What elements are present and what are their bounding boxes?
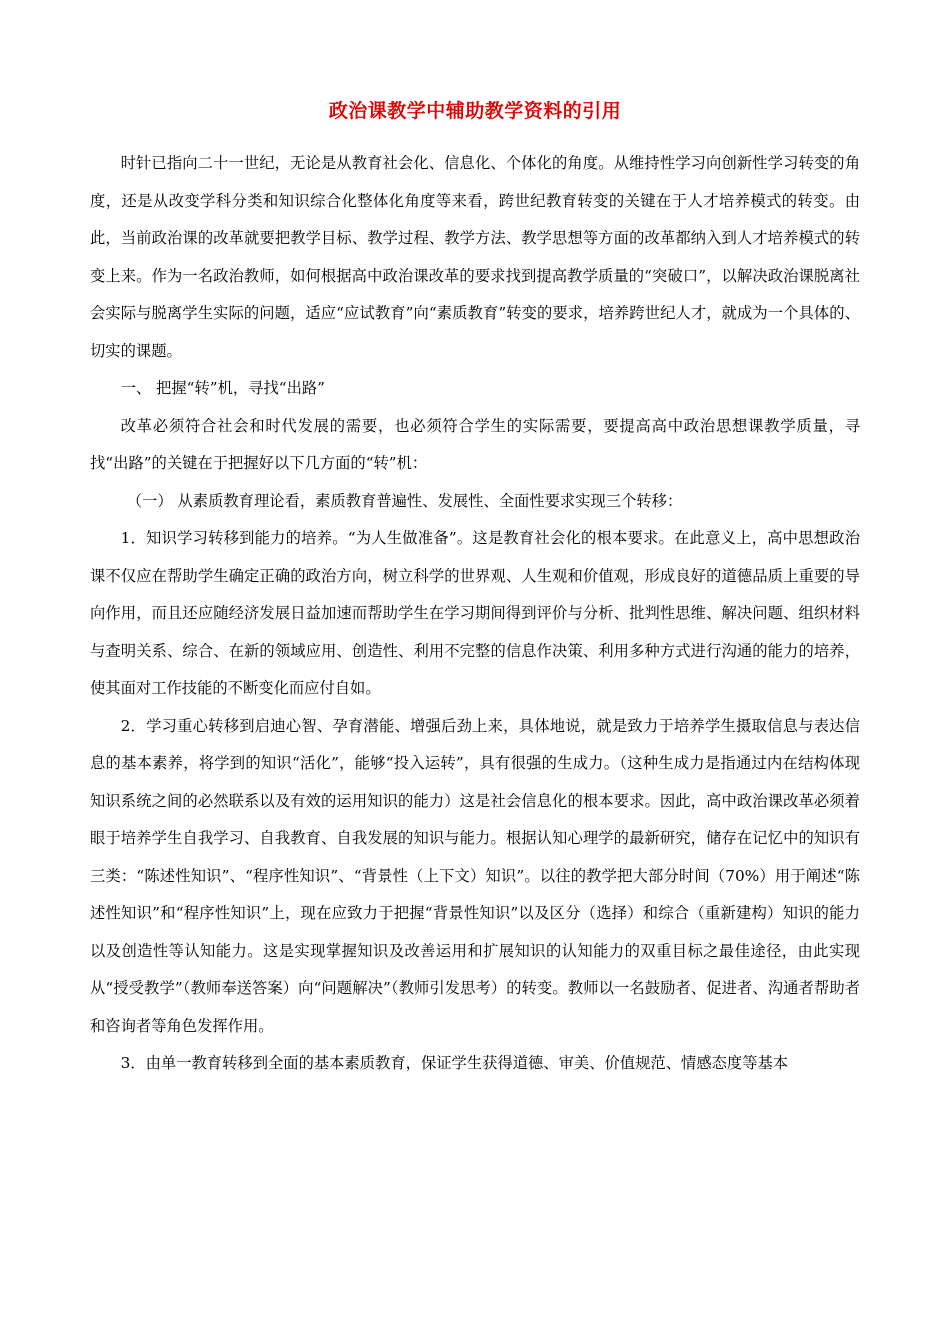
paragraph-reform: 改革必须符合社会和时代发展的需要，也必须符合学生的实际需要，要提高高中政治思想课教学质量，寻找“出路”的关键在于把握好以下几方面的“转”机： xyxy=(90,416,860,472)
document-title: 政治课教学中辅助教学资料的引用 xyxy=(328,100,622,122)
paragraph-point-2: 2．学习重心转移到启迪心智、孕育潜能、增强后劲上来，具体地说，就是致力于培养学生摄取信息与表达信息的基本素养，将学到的知识“活化”，能够“投入运转”，具有很强的生成力。（这种生成力是指通过内在结构体现知识系统之间的必然联系以及有效的运用知识的能力）这是社会信息化的根本要求。因此，高中政治课改革必须着眼于培养学生自我学习、自我教育、自我发展的知识与能力。根据认知心理学的最新研究，储存在记忆中的知识有三类：“陈述性知识”、“程序性知识”、“背景性（上下文）知识”。以往的教学把大部分时间（70%）用于阐述“陈述性知识”和“程序性知识”上，现在应致力于把握“背景性知识”以及区分（选择）和综合（重新建构）知识的能力以及创造性等认知能力。这是实现掌握知识及改善运用和扩展知识的认知能力的双重目标之最佳途径，由此实现从“授受教学”（教师奉送答案）向“问题解决”（教师引发思考）的转变。教师以一名鼓励者、促进者、沟通者帮助者和咨询者等角色发挥作用。 xyxy=(90,716,860,1035)
paragraph-point-3: 3．由单一教育转移到全面的基本素质教育，保证学生获得道德、审美、价值规范、情感态度等基本 xyxy=(120,1054,789,1072)
paragraph-point-1: 1．知识学习转移到能力的培养。“为人生做准备”。这是教育社会化的根本要求。在此意义上，高中思想政治课不仅应在帮助学生确定正确的政治方向，树立科学的世界观、人生观和价值观，形成良好的道德品质上重要的导向作用，而且还应随经济发展日益加速而帮助学生在学习期间得到评价与分析、批判性思维、解决问题、组织材料与查明关系、综合、在新的领域应用、创造性、利用不完整的信息作决策、利用多种方式进行沟通的能力的培养，使其面对工作技能的不断变化而应付自如。 xyxy=(90,529,860,697)
section-heading-1: 一、 把握“转”机，寻找“出路” xyxy=(120,379,326,397)
subsection-heading-1: （一） 从素质教育理论看，素质教育普遍性、发展性、全面性要求实现三个转移： xyxy=(126,491,683,510)
paragraph-intro: 时针已指向二十一世纪，无论是从教育社会化、信息化、个体化的角度。从维持性学习向创新性学习转变的角度，还是从改变学科分类和知识综合化整体化角度等来看，跨世纪教育转变的关键在于人才培养模式的转变。由此，当前政治课的改革就要把教学目标、教学过程、教学方法、教学思想等方面的改革都纳入到人才培养模式的转变上来。作为一名政治教师，如何根据高中政治课改革的要求找到提高教学质量的“突破口”，以解决政治课脱离社会实际与脱离学生实际的问题，适应“应试教育”向“素质教育”转变的要求，培养跨世纪人才，就成为一个具体的、切实的课题。 xyxy=(90,154,860,360)
document-body xyxy=(90,145,860,1083)
